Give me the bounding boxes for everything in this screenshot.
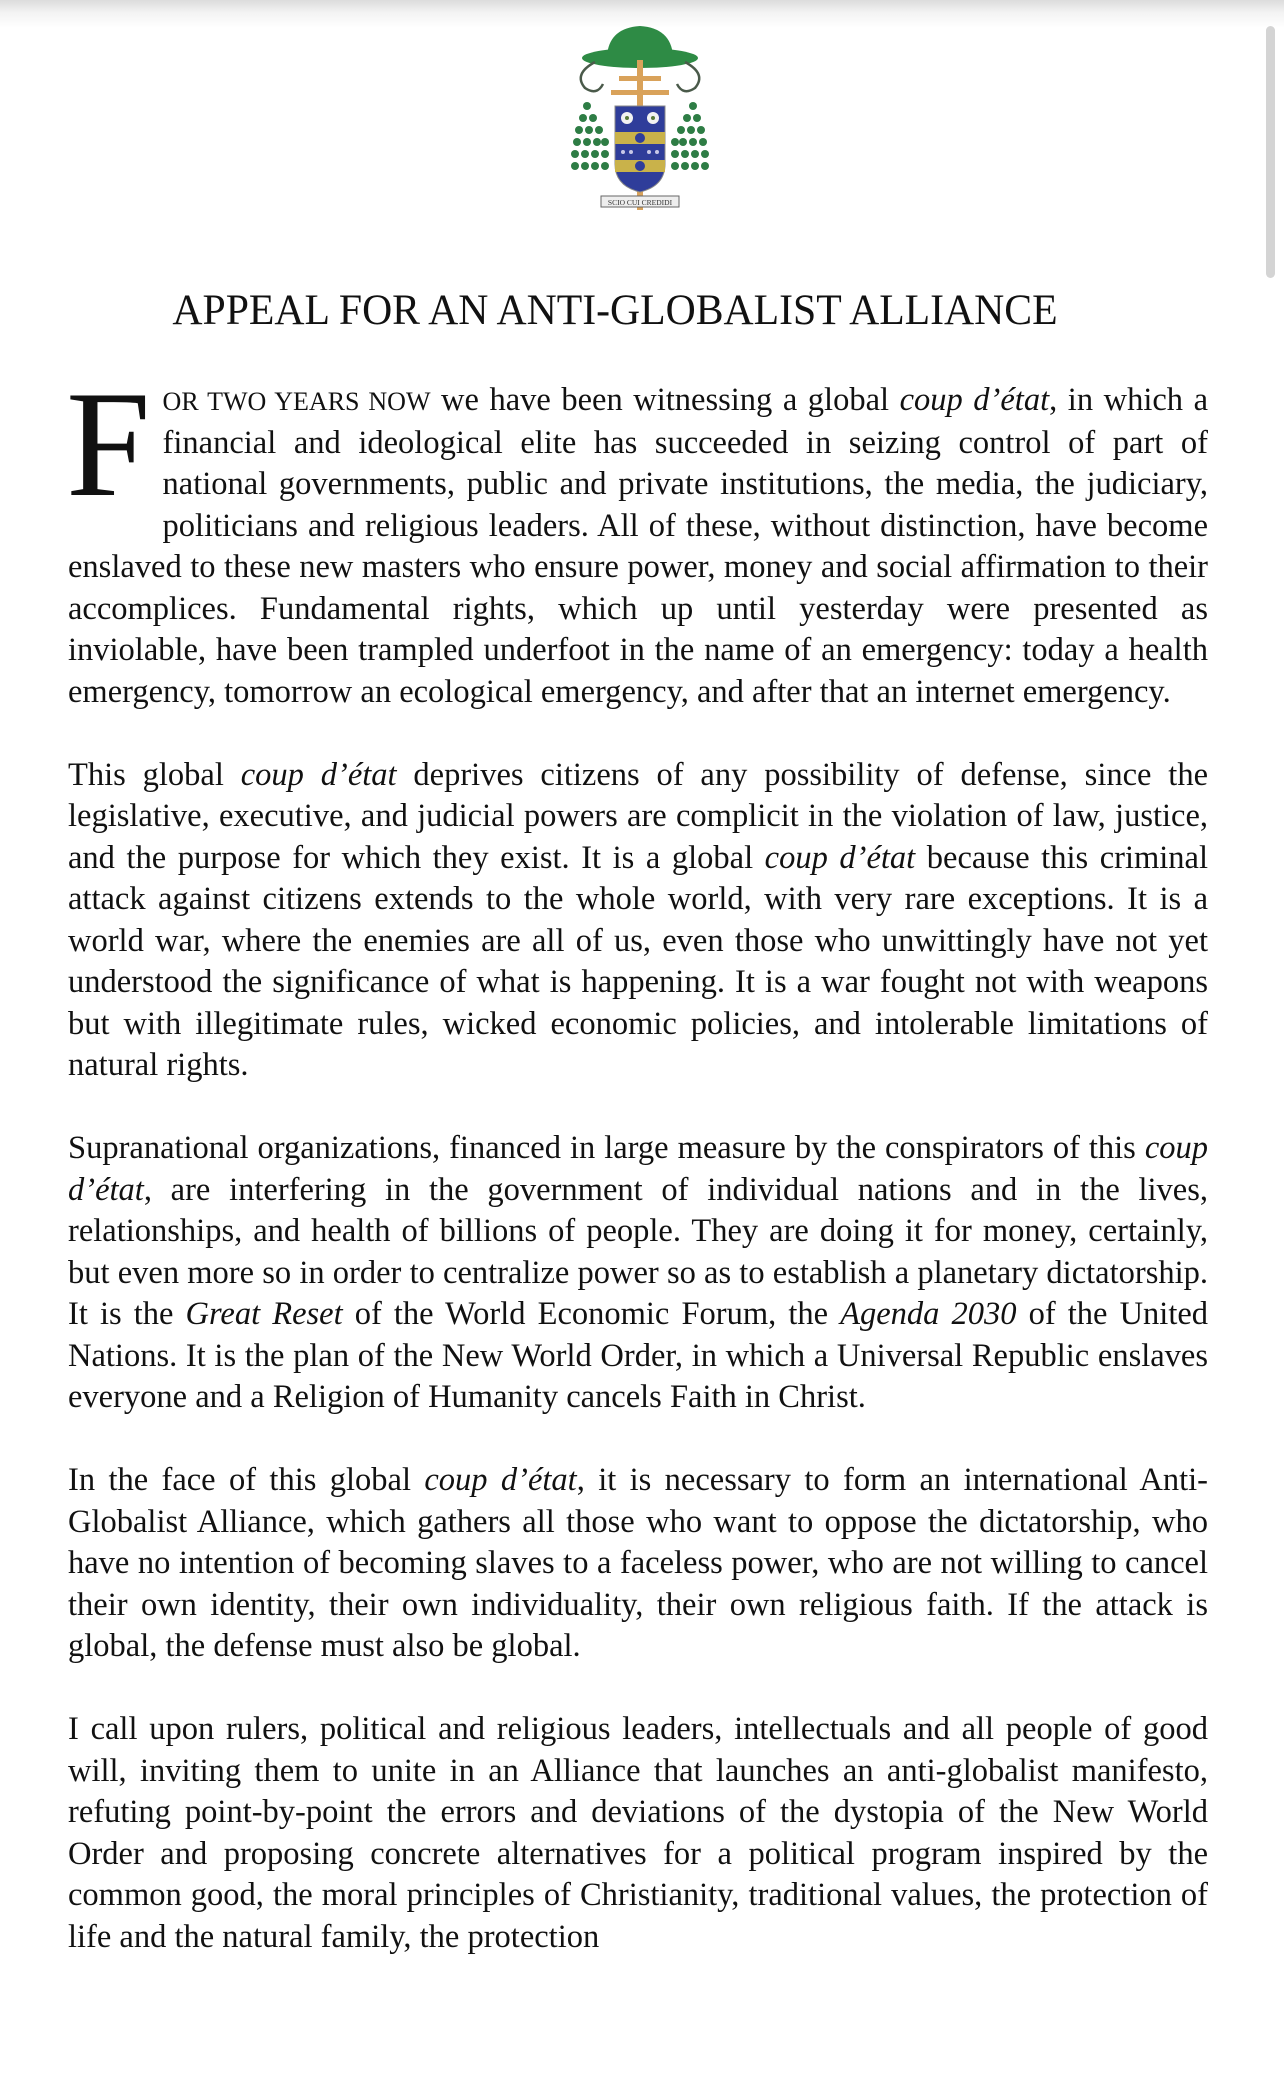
paragraph-5 bbox=[68, 1709, 1208, 1958]
italic-run: coup d’état bbox=[424, 1462, 577, 1498]
document-title: APPEAL FOR AN ANTI-GLOBALIST ALLIANCE bbox=[172, 287, 1058, 334]
paragraph-3 bbox=[68, 1128, 1208, 1419]
italic-run: coup d’état bbox=[899, 382, 1050, 418]
text-run: , are interfering in the government of individual nations and in the lives, relationships, and health of billions of people. They are doing it for money, certainly, but even more so in order to centralize power so as to establish a planetary dictatorship. It is the bbox=[68, 1171, 1208, 1332]
italic-run: coup d’état bbox=[764, 839, 916, 876]
italic-run: coup d’état bbox=[240, 756, 397, 793]
text-run: we have been witnessing a global bbox=[430, 382, 900, 418]
vertical-scrollbar[interactable] bbox=[1266, 26, 1275, 278]
svg-text:SCIO CUI CREDIDI: SCIO CUI CREDIDI bbox=[607, 198, 673, 207]
italic-run: coup d’état bbox=[68, 1130, 1208, 1208]
text-run: This global bbox=[68, 756, 241, 793]
drop-cap: F bbox=[66, 360, 151, 528]
text-run: Supranational organizations, financed in large measure by the conspirators of this bbox=[68, 1130, 1145, 1166]
text-run: of the United Nations. It is the plan of the New World Order, in which a Universal Republic enslaves everyone and a Religion of Humanity cancels Faith in Christ. bbox=[68, 1296, 1209, 1415]
text-run: because this criminal attack against citizens extends to the whole world, with very rare exceptions. It is a world war, where the enemies are all of us, even those who unwittingly have not yet understood the significance of what is happening. It is a war fought not with weapons but with illegitimate rules, wicked economic policies, and intolerable limitations of natural rights. bbox=[68, 839, 1208, 1083]
text-run: In the face of this global bbox=[68, 1462, 425, 1498]
italic-run: Great Reset bbox=[185, 1296, 343, 1332]
paragraph-4 bbox=[68, 1460, 1208, 1668]
text-run: I call upon rulers, political and religious leaders, intellectuals and all people of good will, inviting them to unite in an Alliance that launches an anti-globalist manifesto, refuting point-by-point the errors and deviations of the dystopia of the New World Order and proposing concrete alternatives for a political program inspired by the common good, the moral principles of Christianity, traditional values, the protection of life and the natural family, the protection bbox=[68, 1711, 1208, 1955]
text-run: deprives citizens of any possibility of defense, since the legislative, executive, and judicial powers are complicit in the violation of law, justice, and the purpose for which they exist. It is a global bbox=[68, 756, 1209, 876]
text-run: , it is necessary to form an international Anti-Globalist Alliance, which gathers all those who want to oppose the dictatorship, who have no intention of becoming slaves to a faceless power, who are not willing to cancel their own identity, their own individuality, their own religious faith. If the attack is global, the defense must also be global. bbox=[68, 1462, 1209, 1664]
text-run: , in which a financial and ideological elite has succeeded in seizing control of part of national governments, public and private institutions, the media, the judiciary, politicians and religious leaders. All of these, without distinction, have become enslaved to these new masters who ensure power, money and social affirmation to their accomplices. Fundamental rights, which up until yesterday were presented as inviolable, have been trampled underfoot in the name of an emergency: today a health emergency, tomorrow an ecological emergency, and after that an internet emergency. bbox=[68, 382, 1209, 710]
italic-run: Agenda 2030 bbox=[840, 1296, 1017, 1332]
paragraph-2 bbox=[68, 755, 1208, 1087]
coat-of-arms-icon bbox=[565, 14, 715, 219]
text-run: of the World Economic Forum, the bbox=[342, 1296, 841, 1332]
document-body bbox=[66, 360, 1209, 2000]
paragraph-1 bbox=[66, 360, 1209, 713]
small-caps-lead: OR TWO YEARS NOW bbox=[162, 387, 431, 416]
